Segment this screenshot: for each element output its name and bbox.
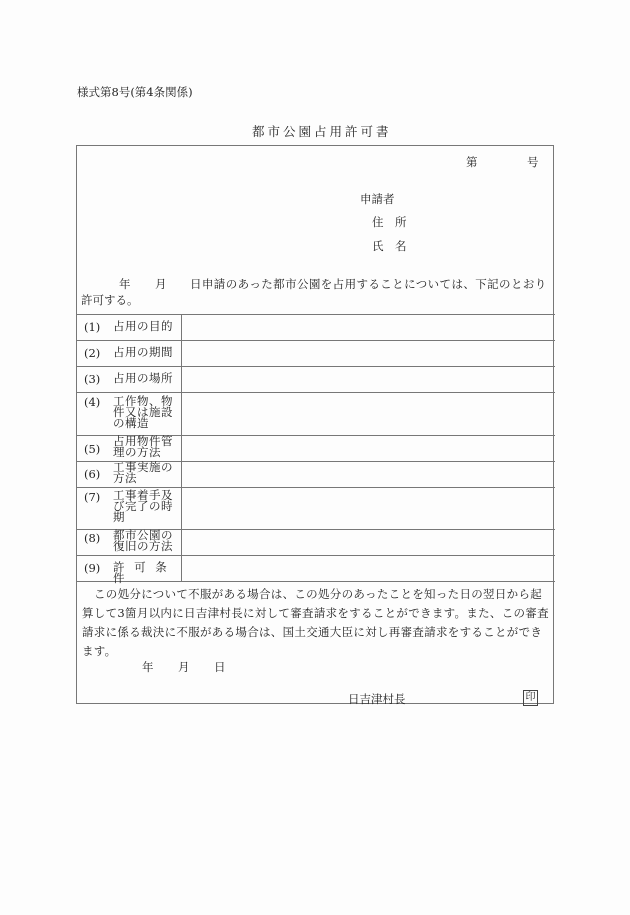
row-number: (4) (84, 395, 101, 409)
row-label: 工作物、物件又は施設の構造 (113, 394, 173, 430)
row-number: (2) (84, 346, 101, 360)
form-number: 様式第8号(第4条関係) (77, 85, 193, 99)
row-value-period[interactable] (183, 341, 553, 365)
issue-month: 月 (178, 660, 190, 674)
row-number: (6) (84, 467, 101, 481)
row-value-construction-method[interactable] (183, 462, 553, 486)
row-number: (3) (84, 372, 101, 386)
number-suffix: 号 (527, 155, 539, 169)
row-value-conditions[interactable] (183, 556, 553, 580)
row-value-purpose[interactable] (183, 315, 553, 339)
name-label: 氏 名 (372, 239, 407, 253)
row-number: (1) (84, 320, 101, 334)
row-label: 許 可 条 件 (113, 560, 170, 585)
row-number: (9) (84, 561, 101, 575)
seal-mark: 印 (523, 690, 538, 706)
intro-text: 日申請のあった都市公園を占用することについては、下記のとおり (190, 277, 547, 291)
row-value-management[interactable] (183, 436, 553, 460)
issue-year: 年 (142, 660, 154, 674)
number-prefix: 第 (466, 155, 478, 169)
row-label: 工事着手及び完了の時期 (113, 488, 173, 524)
row-value-schedule[interactable] (183, 488, 553, 528)
row-number: (8) (84, 531, 101, 545)
row-value-structure[interactable] (183, 393, 553, 434)
row-number: (5) (84, 442, 101, 456)
document-title: 都市公園占用許可書 (252, 124, 392, 139)
row-label: 工事実施の方法 (113, 460, 173, 485)
row-number: (7) (84, 490, 101, 504)
issue-day: 日 (214, 660, 226, 674)
intro-text-line2: 許可する。 (81, 293, 139, 307)
row-label: 都市公園の復旧の方法 (113, 528, 173, 553)
row-label: 占用の目的 (113, 319, 173, 333)
row-label: 占用の場所 (113, 371, 173, 385)
row-label: 占用物件管理の方法 (113, 434, 173, 459)
row-value-restoration[interactable] (183, 530, 553, 554)
issuer-title: 日吉津村長 (348, 692, 406, 706)
row-label: 占用の期間 (113, 345, 173, 359)
appeal-notice: この処分について不服がある場合は、この処分のあったことを知った日の翌日から起算して3箇月以内に日吉津村長に対して審査請求をすることができます。また、この審査請求に係る裁決に不服がある場合は、国土交通大臣に対し再審査請求をすることができます。 (82, 587, 549, 658)
intro-month: 月 (155, 277, 167, 291)
intro-year: 年 (119, 277, 131, 291)
row-value-location[interactable] (183, 367, 553, 391)
applicant-label: 申請者 (360, 192, 395, 206)
address-label: 住 所 (372, 215, 407, 229)
column-divider (181, 314, 182, 581)
